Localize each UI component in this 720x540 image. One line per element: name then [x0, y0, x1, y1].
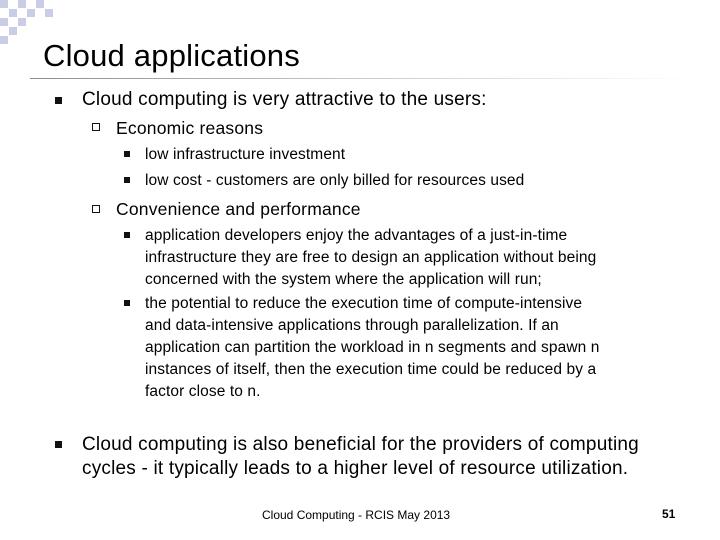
subsubbullet-text	[145, 293, 680, 403]
text-line: application developers enjoy the advantages of a just-in-time	[145, 227, 568, 244]
bullet-square-icon	[124, 300, 132, 308]
text-line: infrastructure they are free to design an application without being	[145, 249, 597, 266]
bullet-hollow-square-icon	[92, 205, 102, 215]
slide-footer: Cloud Computing - RCIS May 2013	[262, 508, 451, 522]
bullet-square-icon	[124, 232, 132, 240]
text-line: concerned with the system where the application will run;	[145, 271, 542, 288]
decoration-square	[9, 27, 17, 35]
text-line: Cloud computing is also beneficial for the providers of computing	[82, 434, 639, 455]
decoration-square	[45, 9, 53, 17]
text-line: cycles - it typically leads to a higher level of resource utilization.	[82, 458, 629, 479]
subsubbullet-text	[145, 225, 680, 291]
bullet-text: Cloud computing is very attractive to the users:	[82, 89, 487, 110]
page-number: 51	[662, 507, 676, 521]
bullet-square-icon	[55, 441, 65, 451]
subbullet-text: Convenience and performance	[116, 199, 361, 219]
decoration-square	[18, 18, 26, 26]
bullet-square-icon	[55, 97, 65, 107]
decoration-square	[27, 9, 35, 17]
subsubbullet-text: low cost - customers are only billed for resources used	[145, 172, 525, 189]
text-line: the potential to reduce the execution time of compute-intensive	[145, 295, 583, 312]
subbullet-text: Economic reasons	[116, 118, 264, 138]
title-underline	[30, 78, 690, 79]
text-line: factor close to n.	[145, 383, 261, 400]
decoration-square	[0, 18, 8, 26]
decoration-square	[9, 9, 17, 17]
bullet-square-icon	[124, 177, 132, 185]
bullet-hollow-square-icon	[92, 123, 102, 133]
text-line: and data-intensive applications through parallelization. If an	[145, 317, 559, 334]
decoration-square	[36, 0, 44, 8]
decoration-square	[0, 36, 8, 44]
text-line: application can partition the workload in n segments and spawn n	[145, 339, 600, 356]
slide-title: Cloud applications	[43, 38, 300, 73]
bullet-text	[82, 433, 639, 481]
bullet-square-icon	[124, 151, 132, 159]
subsubbullet-text: low infrastructure investment	[145, 146, 346, 163]
decoration-square	[0, 0, 8, 8]
text-line: instances of itself, then the execution time could be reduced by a	[145, 361, 597, 378]
decoration-square	[18, 0, 26, 8]
